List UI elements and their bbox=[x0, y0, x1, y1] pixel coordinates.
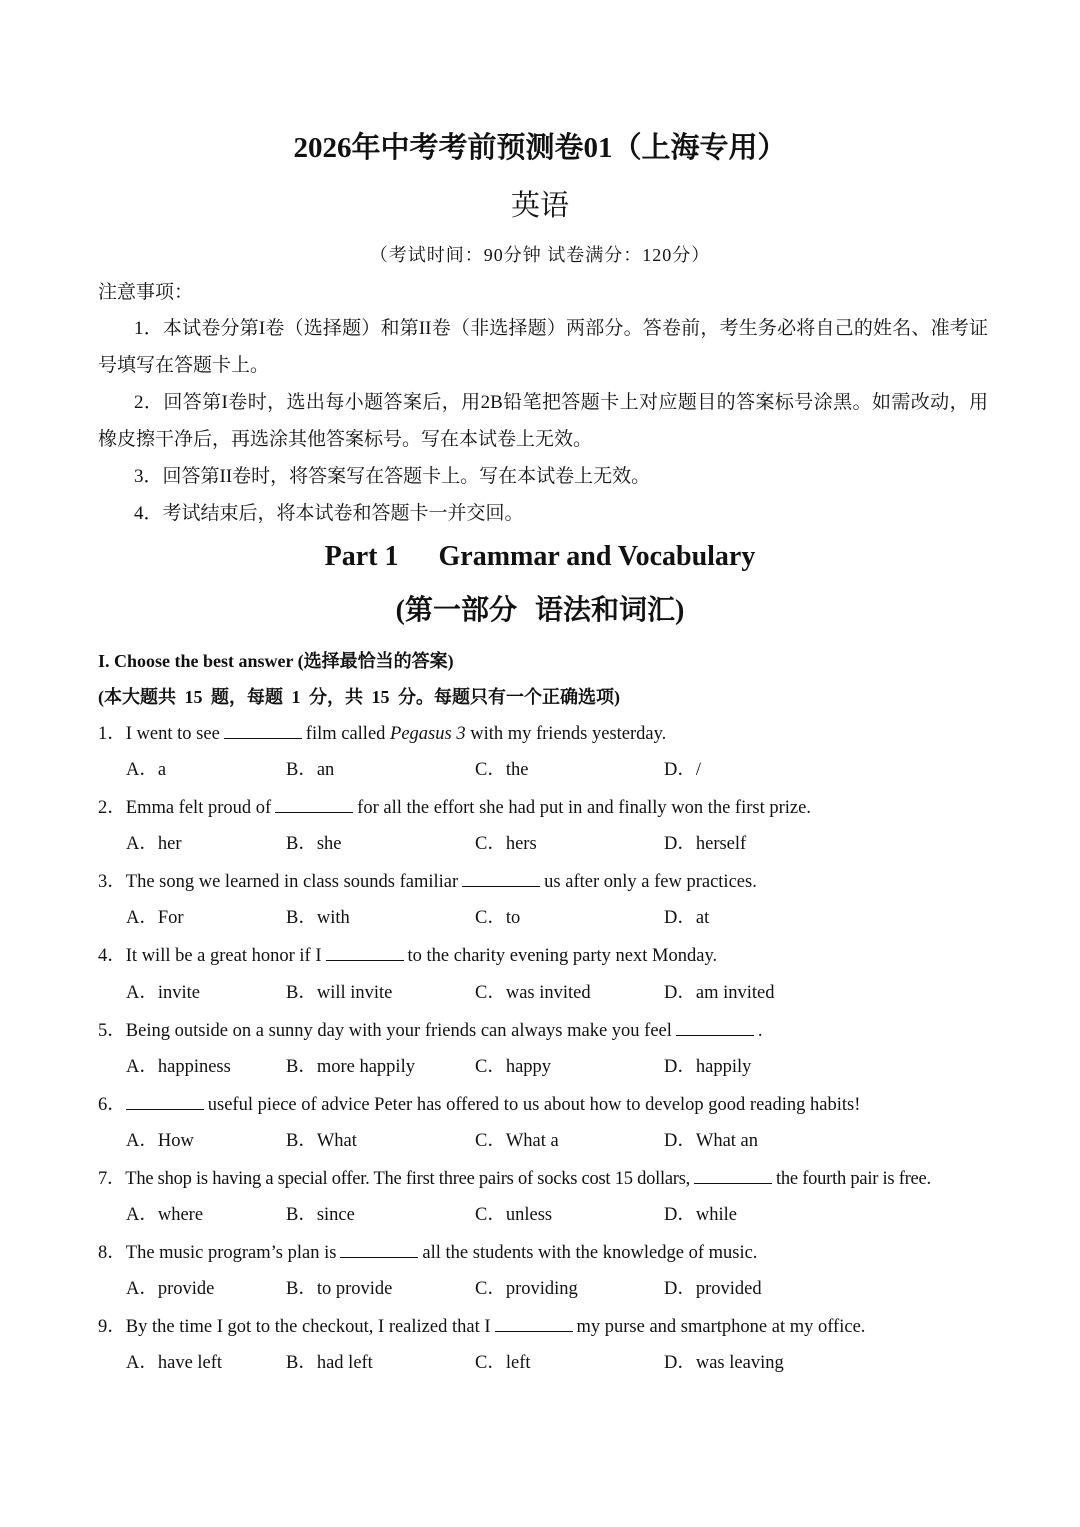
exam-info: （考试时间：90分钟 试卷满分：120分） bbox=[369, 245, 711, 265]
option-b[interactable]: B．more happily bbox=[286, 1057, 415, 1077]
option-b[interactable]: B．What bbox=[286, 1131, 357, 1151]
question-8 bbox=[98, 1239, 998, 1266]
part-title bbox=[0, 536, 1080, 578]
answer-blank bbox=[495, 1313, 573, 1332]
option-d[interactable]: D．provided bbox=[664, 1279, 762, 1299]
option-c[interactable]: C．to bbox=[475, 908, 521, 928]
answer-blank bbox=[694, 1165, 772, 1184]
notice-label: 注意事项： bbox=[98, 282, 194, 303]
option-c[interactable]: C．left bbox=[475, 1353, 531, 1373]
option-d[interactable]: D．at bbox=[664, 908, 710, 928]
option-a[interactable]: A．her bbox=[126, 834, 182, 854]
option-a[interactable]: A．For bbox=[126, 908, 184, 928]
option-d[interactable]: D．am invited bbox=[664, 983, 775, 1003]
section-note: (本大题共 15 题，每题 1 分，共 15 分。每题只有一个正确选项) bbox=[98, 687, 620, 707]
answer-blank bbox=[340, 1239, 418, 1258]
options-3 bbox=[126, 905, 996, 931]
question-6 bbox=[98, 1091, 998, 1118]
option-d[interactable]: D．herself bbox=[664, 834, 747, 854]
question-text: my purse and smartphone at my office. bbox=[576, 1317, 866, 1337]
options-2 bbox=[126, 831, 996, 857]
options-7 bbox=[126, 1202, 996, 1228]
option-b[interactable]: B．with bbox=[286, 908, 350, 928]
film-title: Pegasus 3 bbox=[390, 724, 466, 744]
option-c[interactable]: C．hers bbox=[475, 834, 537, 854]
question-text: The music program’s plan is bbox=[125, 1243, 337, 1263]
option-d[interactable]: D．/ bbox=[664, 760, 702, 780]
question-4 bbox=[98, 942, 998, 969]
options-9 bbox=[126, 1350, 996, 1376]
question-2 bbox=[98, 794, 998, 821]
option-a[interactable]: A．invite bbox=[126, 983, 200, 1003]
options-6 bbox=[126, 1128, 996, 1154]
option-a[interactable]: A．a bbox=[126, 760, 167, 780]
question-text: The song we learned in class sounds familiar bbox=[125, 872, 459, 892]
option-c[interactable]: C．happy bbox=[475, 1057, 552, 1077]
option-c[interactable]: C．unless bbox=[475, 1205, 553, 1225]
option-b[interactable]: B．she bbox=[286, 834, 342, 854]
answer-blank bbox=[224, 720, 302, 739]
option-d[interactable]: D．happily bbox=[664, 1057, 752, 1077]
question-number: 3． bbox=[98, 872, 126, 892]
question-text: all the students with the knowledge of music. bbox=[422, 1243, 758, 1263]
exam-subject: 英语 bbox=[510, 190, 569, 222]
question-text: with my friends yesterday. bbox=[470, 724, 667, 744]
question-text: Being outside on a sunny day with your friends can always make you feel bbox=[125, 1021, 672, 1041]
notice-item: 1．本试卷分第I卷（选择题）和第II卷（非选择题）两部分。答卷前，考生务必将自己的姓名、准考证号填写在答题卡上。 bbox=[98, 318, 988, 376]
option-b[interactable]: B．to provide bbox=[286, 1279, 393, 1299]
options-8 bbox=[126, 1276, 996, 1302]
question-1 bbox=[98, 720, 998, 747]
section-heading: I. Choose the best answer (选择最恰当的答案) bbox=[98, 651, 454, 671]
part-title-chinese bbox=[0, 590, 1080, 632]
answer-blank bbox=[126, 1091, 204, 1110]
options-5 bbox=[126, 1054, 996, 1080]
answer-blank bbox=[275, 794, 353, 813]
question-number: 5． bbox=[98, 1021, 126, 1041]
question-text: for all the effort she had put in and finally won the first prize. bbox=[357, 798, 811, 818]
option-c[interactable]: C．providing bbox=[475, 1279, 578, 1299]
question-text: to the charity evening party next Monday. bbox=[407, 946, 718, 966]
question-number: 4． bbox=[98, 946, 126, 966]
option-d[interactable]: D．What an bbox=[664, 1131, 759, 1151]
option-c[interactable]: C．the bbox=[475, 760, 529, 780]
question-text: Emma felt proud of bbox=[125, 798, 272, 818]
option-a[interactable]: A．How bbox=[126, 1131, 194, 1151]
part-title-cn-close: 语法和词汇) bbox=[535, 595, 685, 626]
exam-title: 2026年中考考前预测卷01（上海专用） bbox=[293, 132, 787, 164]
option-b[interactable]: B．will invite bbox=[286, 983, 393, 1003]
question-text: The shop is having a special offer. The first three pairs of socks cost 15 dollars, bbox=[125, 1169, 691, 1189]
notice-item: 2．回答第I卷时，选出每小题答案后，用2B铅笔把答题卡上对应题目的答案标号涂黑。如需改动，用橡皮擦干净后，再选涂其他答案标号。写在本试卷上无效。 bbox=[98, 392, 988, 450]
question-text: useful piece of advice Peter has offered to us about how to develop good reading habits! bbox=[207, 1095, 861, 1115]
question-number: 8． bbox=[98, 1243, 126, 1263]
question-text: It will be a great honor if I bbox=[125, 946, 322, 966]
question-number: 7． bbox=[98, 1169, 126, 1189]
question-text: us after only a few practices. bbox=[544, 872, 757, 892]
question-3 bbox=[98, 868, 998, 895]
option-b[interactable]: B．an bbox=[286, 760, 335, 780]
answer-blank bbox=[676, 1017, 754, 1036]
part-name: Grammar and Vocabulary bbox=[438, 541, 756, 572]
part-label: Part 1 bbox=[324, 541, 399, 572]
notice-item: 4．考试结束后，将本试卷和答题卡一并交回。 bbox=[134, 503, 524, 524]
question-text: . bbox=[757, 1021, 763, 1041]
option-d[interactable]: D．was leaving bbox=[664, 1353, 784, 1373]
question-text: By the time I got to the checkout, I realized that I bbox=[125, 1317, 491, 1337]
option-a[interactable]: A．provide bbox=[126, 1279, 215, 1299]
answer-blank bbox=[326, 942, 404, 961]
notice-item: 3．回答第II卷时，将答案写在答题卡上。写在本试卷上无效。 bbox=[134, 466, 651, 487]
question-text: the fourth pair is free. bbox=[776, 1169, 931, 1189]
option-d[interactable]: D．while bbox=[664, 1205, 737, 1225]
options-1 bbox=[126, 757, 996, 783]
question-9 bbox=[98, 1313, 998, 1340]
question-number: 2． bbox=[98, 798, 126, 818]
option-a[interactable]: A．where bbox=[126, 1205, 204, 1225]
question-number: 6． bbox=[98, 1095, 126, 1115]
answer-blank bbox=[462, 868, 540, 887]
option-c[interactable]: C．What a bbox=[475, 1131, 559, 1151]
question-number: 1． bbox=[98, 724, 126, 744]
part-title-cn-open: (第一部分 bbox=[395, 595, 517, 626]
option-a[interactable]: A．happiness bbox=[126, 1057, 231, 1077]
question-number: 9． bbox=[98, 1317, 126, 1337]
question-text: I went to see bbox=[125, 724, 220, 744]
option-a[interactable]: A．have left bbox=[126, 1353, 223, 1373]
question-text: film called bbox=[305, 724, 386, 744]
option-c[interactable]: C．was invited bbox=[475, 983, 591, 1003]
option-b[interactable]: B．had left bbox=[286, 1353, 373, 1373]
question-7 bbox=[98, 1165, 998, 1192]
option-b[interactable]: B．since bbox=[286, 1205, 355, 1225]
options-4 bbox=[126, 980, 996, 1006]
question-5 bbox=[98, 1017, 998, 1044]
